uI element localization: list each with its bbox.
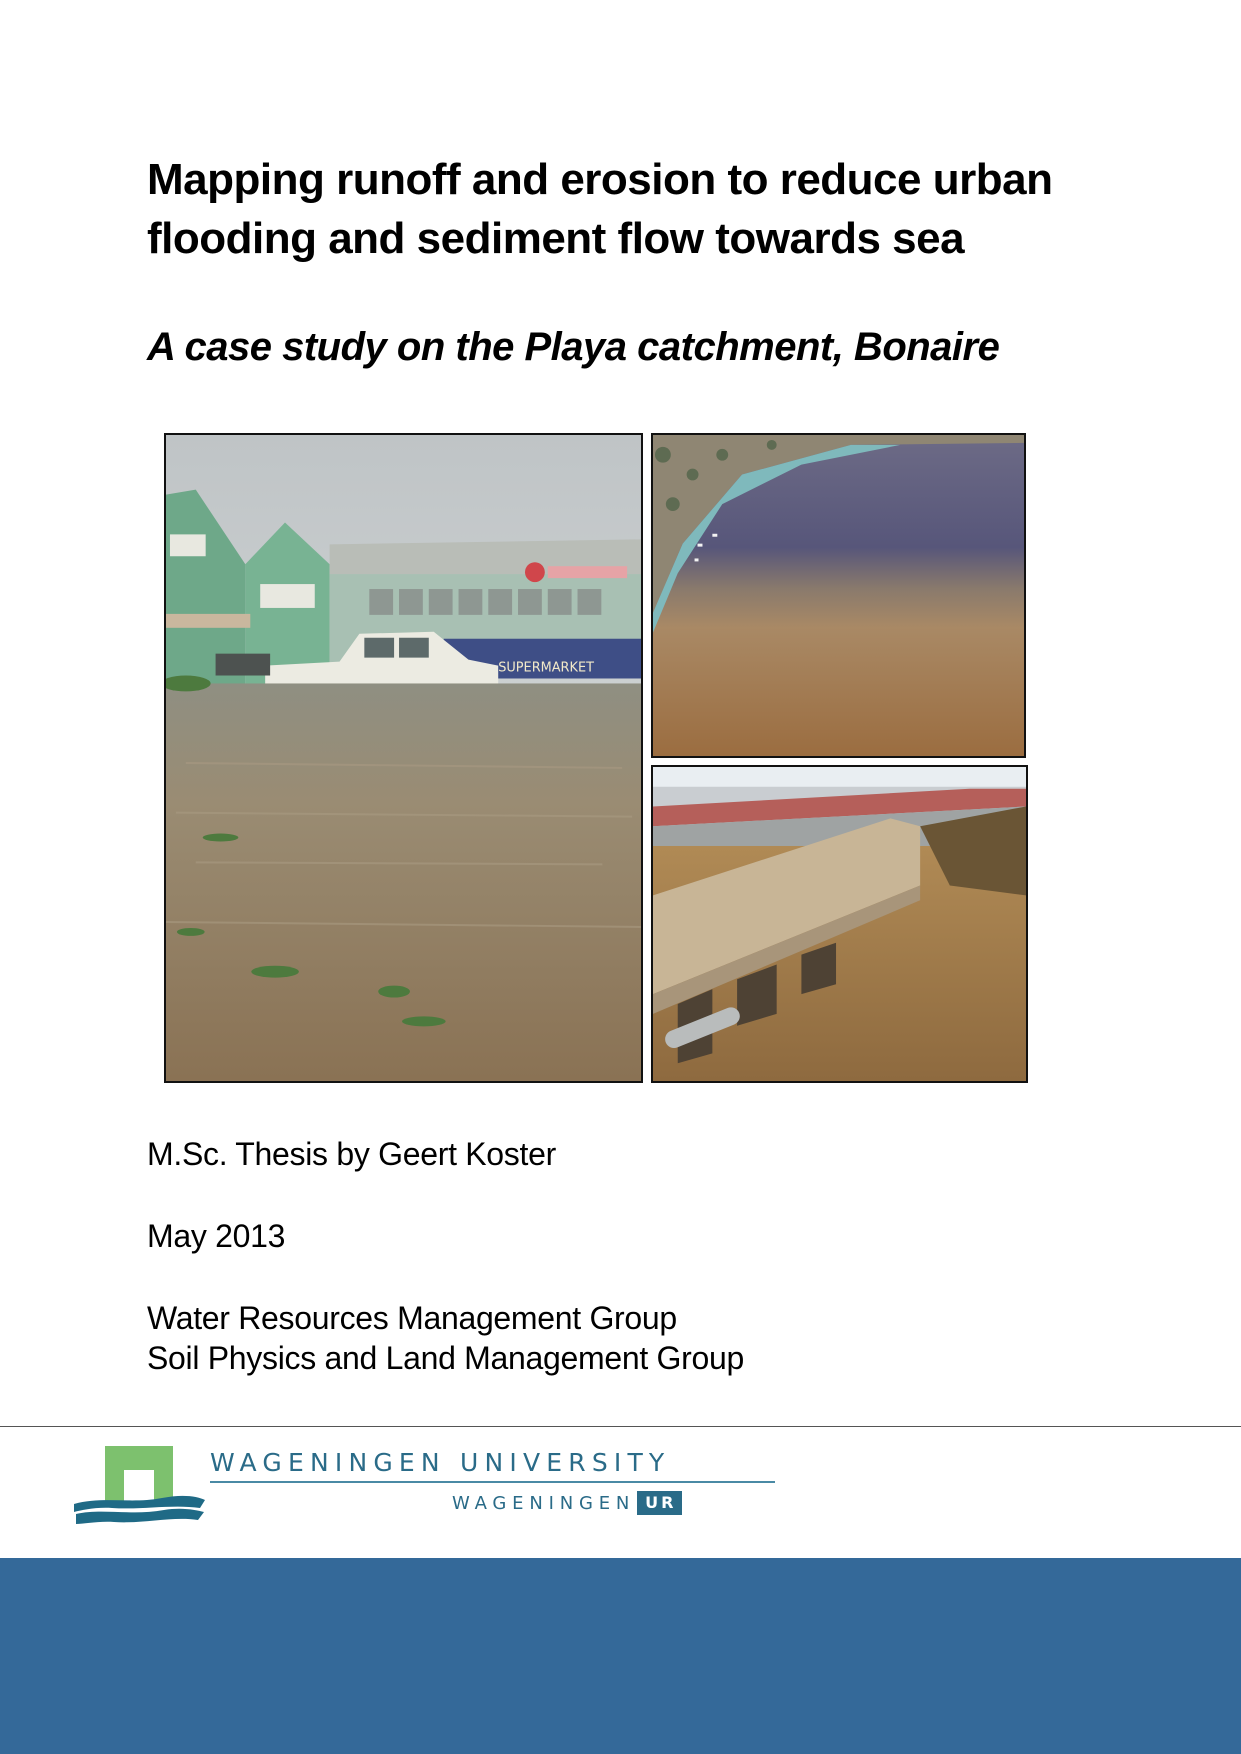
group-soil-physics: Soil Physics and Land Management Group [147,1340,744,1376]
publication-date: May 2013 [147,1218,286,1254]
wageningen-logo-icon [72,1444,207,1530]
document-title: Mapping runoff and erosion to reduce urban flooding and sediment flow towards sea [147,155,1053,263]
culvert-runoff-photo [651,765,1028,1083]
document-subtitle: A case study on the Playa catchment, Bonaire [147,325,1000,369]
footer-color-band [0,1558,1241,1754]
footer-divider [0,1426,1241,1427]
logo-divider-line [210,1481,775,1483]
wageningen-ur-text: WAGENINGEN [452,1492,636,1514]
coastline-sediment-photo [651,433,1026,758]
supermarket-sign: SUPERMARKET [498,660,594,676]
university-name: WAGENINGEN UNIVERSITY [210,1448,671,1477]
ur-badge: UR [637,1491,682,1515]
wageningen-ur-wordmark [452,1490,682,1516]
group-water-resources: Water Resources Management Group [147,1300,677,1336]
author-line: M.Sc. Thesis by Geert Koster [147,1136,556,1172]
flooded-street-photo [164,433,643,1083]
